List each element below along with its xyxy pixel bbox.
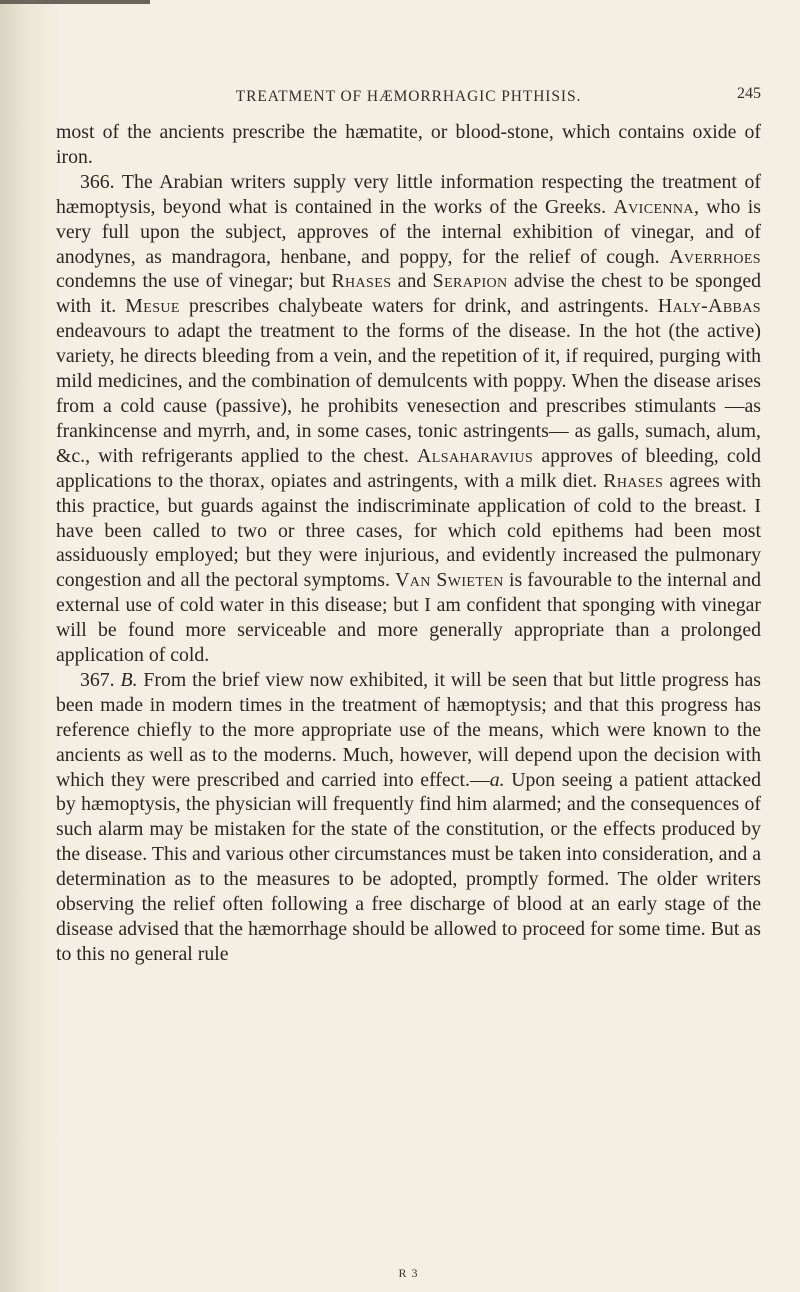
- author-name-rhases: Rhases: [603, 469, 664, 492]
- text-segment: approves of bleeding, cold applications to the thorax, opiates and astringents, with a milk diet.: [56, 444, 761, 492]
- text-segment: , who is very full upon the subject, approves of the internal exhibition of vinegar, and of anodynes, as mandragora, henbane, and poppy, for the relief of cough.: [56, 195, 761, 268]
- text-segment: prescribes chalybeate waters for drink, and astringents.: [179, 295, 658, 318]
- author-name-rhases: Rhases: [331, 270, 392, 293]
- author-name-avicenna: Avicenna: [613, 195, 694, 218]
- subsection-label-b: B.: [120, 668, 138, 691]
- running-head: [56, 85, 761, 112]
- author-name-serapion: Serapion: [432, 270, 508, 293]
- text-segment: condemns the use of vinegar; but: [56, 270, 332, 293]
- text-segment: agrees with this practice, but guards against the indiscriminate application of cold to the breast. I have been called to two or three cases, for which cold epithems had been most assiduously employed; but they were injurious, and evidently increased the pulmonary congestion and all the pectoral symptoms.: [56, 469, 761, 592]
- text-segment: is favourable to the internal and external use of cold water in this disease; but I am confident that sponging with vinegar will be found more serviceable and more generally appropriate than a prolonged application of cold.: [56, 569, 761, 667]
- book-page: [56, 0, 761, 1292]
- paragraph-366: [56, 170, 761, 668]
- text-segment: 366. The Arabian writers supply very little information respecting the treatment of hæmoptysis, beyond what is contained in the works of the Greeks.: [56, 170, 761, 218]
- author-name-van-swieten: Van Swieten: [395, 569, 504, 592]
- page-number: 245: [737, 85, 761, 102]
- text-segment: endeavours to adapt the treatment to the forms of the disease. In the hot (the active) variety, he directs bleeding from a vein, and the repetition of it, if required, purging with mild medicines, and the combination of demulcents with poppy. When the disease arises from a cold cause (passive), he prohibits venesection and prescribes stimulants —as frankincense and myrrh, and, in some cases, tonic astringents— as galls, sumach, alum, &c., with refrigerants applied to the chest.: [56, 320, 761, 467]
- running-title: TREATMENT OF HÆMORRHAGIC PHTHISIS.: [235, 88, 582, 105]
- text-segment: advise the chest to be sponged with it.: [56, 270, 762, 318]
- paragraph-continuation: [56, 120, 761, 170]
- paragraph-367: [56, 668, 761, 967]
- paragraph-text: most of the ancients prescribe the hæmatite, or blood-stone, which contains oxide of iron.: [56, 121, 761, 168]
- text-segment: From the brief view now exhibited, it will be seen that but little progress has been made in modern times in the treatment of hæmoptysis; and that this progress has reference chiefly to the more appropriate use of the means, which were known to the ancients as well as to the moderns. Much, however, will depend upon the decision with which they were prescribed and carried into effect.—: [56, 668, 761, 791]
- page-gutter-shadow: [0, 0, 60, 1292]
- author-name-alsaharavius: Alsaharavius: [417, 444, 534, 467]
- subsection-label-a: a.: [489, 768, 505, 791]
- author-name-mesue: Mesue: [125, 295, 180, 318]
- author-name-haly-abbas: Haly-Abbas: [657, 295, 761, 318]
- section-number: 367.: [80, 668, 121, 691]
- body-text: [56, 120, 761, 967]
- text-segment: and: [391, 270, 433, 293]
- text-segment: Upon seeing a patient attacked by hæmoptysis, the physician will frequently find him alarmed; and the consequences of such alarm may be mistaken for the state of the constitution, or the effects produced by the disease. This and various other circumstances must be taken into consideration, and a determination as to the measures to be adopted, promptly formed. The older writers observing the relief often following a free discharge of blood at an early stage of the disease advised that the hæmorrhage should be allowed to proceed for some time. But as to this no general rule: [56, 768, 761, 965]
- author-name-averrhoes: Averrhoes: [669, 245, 761, 268]
- signature-mark: R 3: [398, 1266, 419, 1280]
